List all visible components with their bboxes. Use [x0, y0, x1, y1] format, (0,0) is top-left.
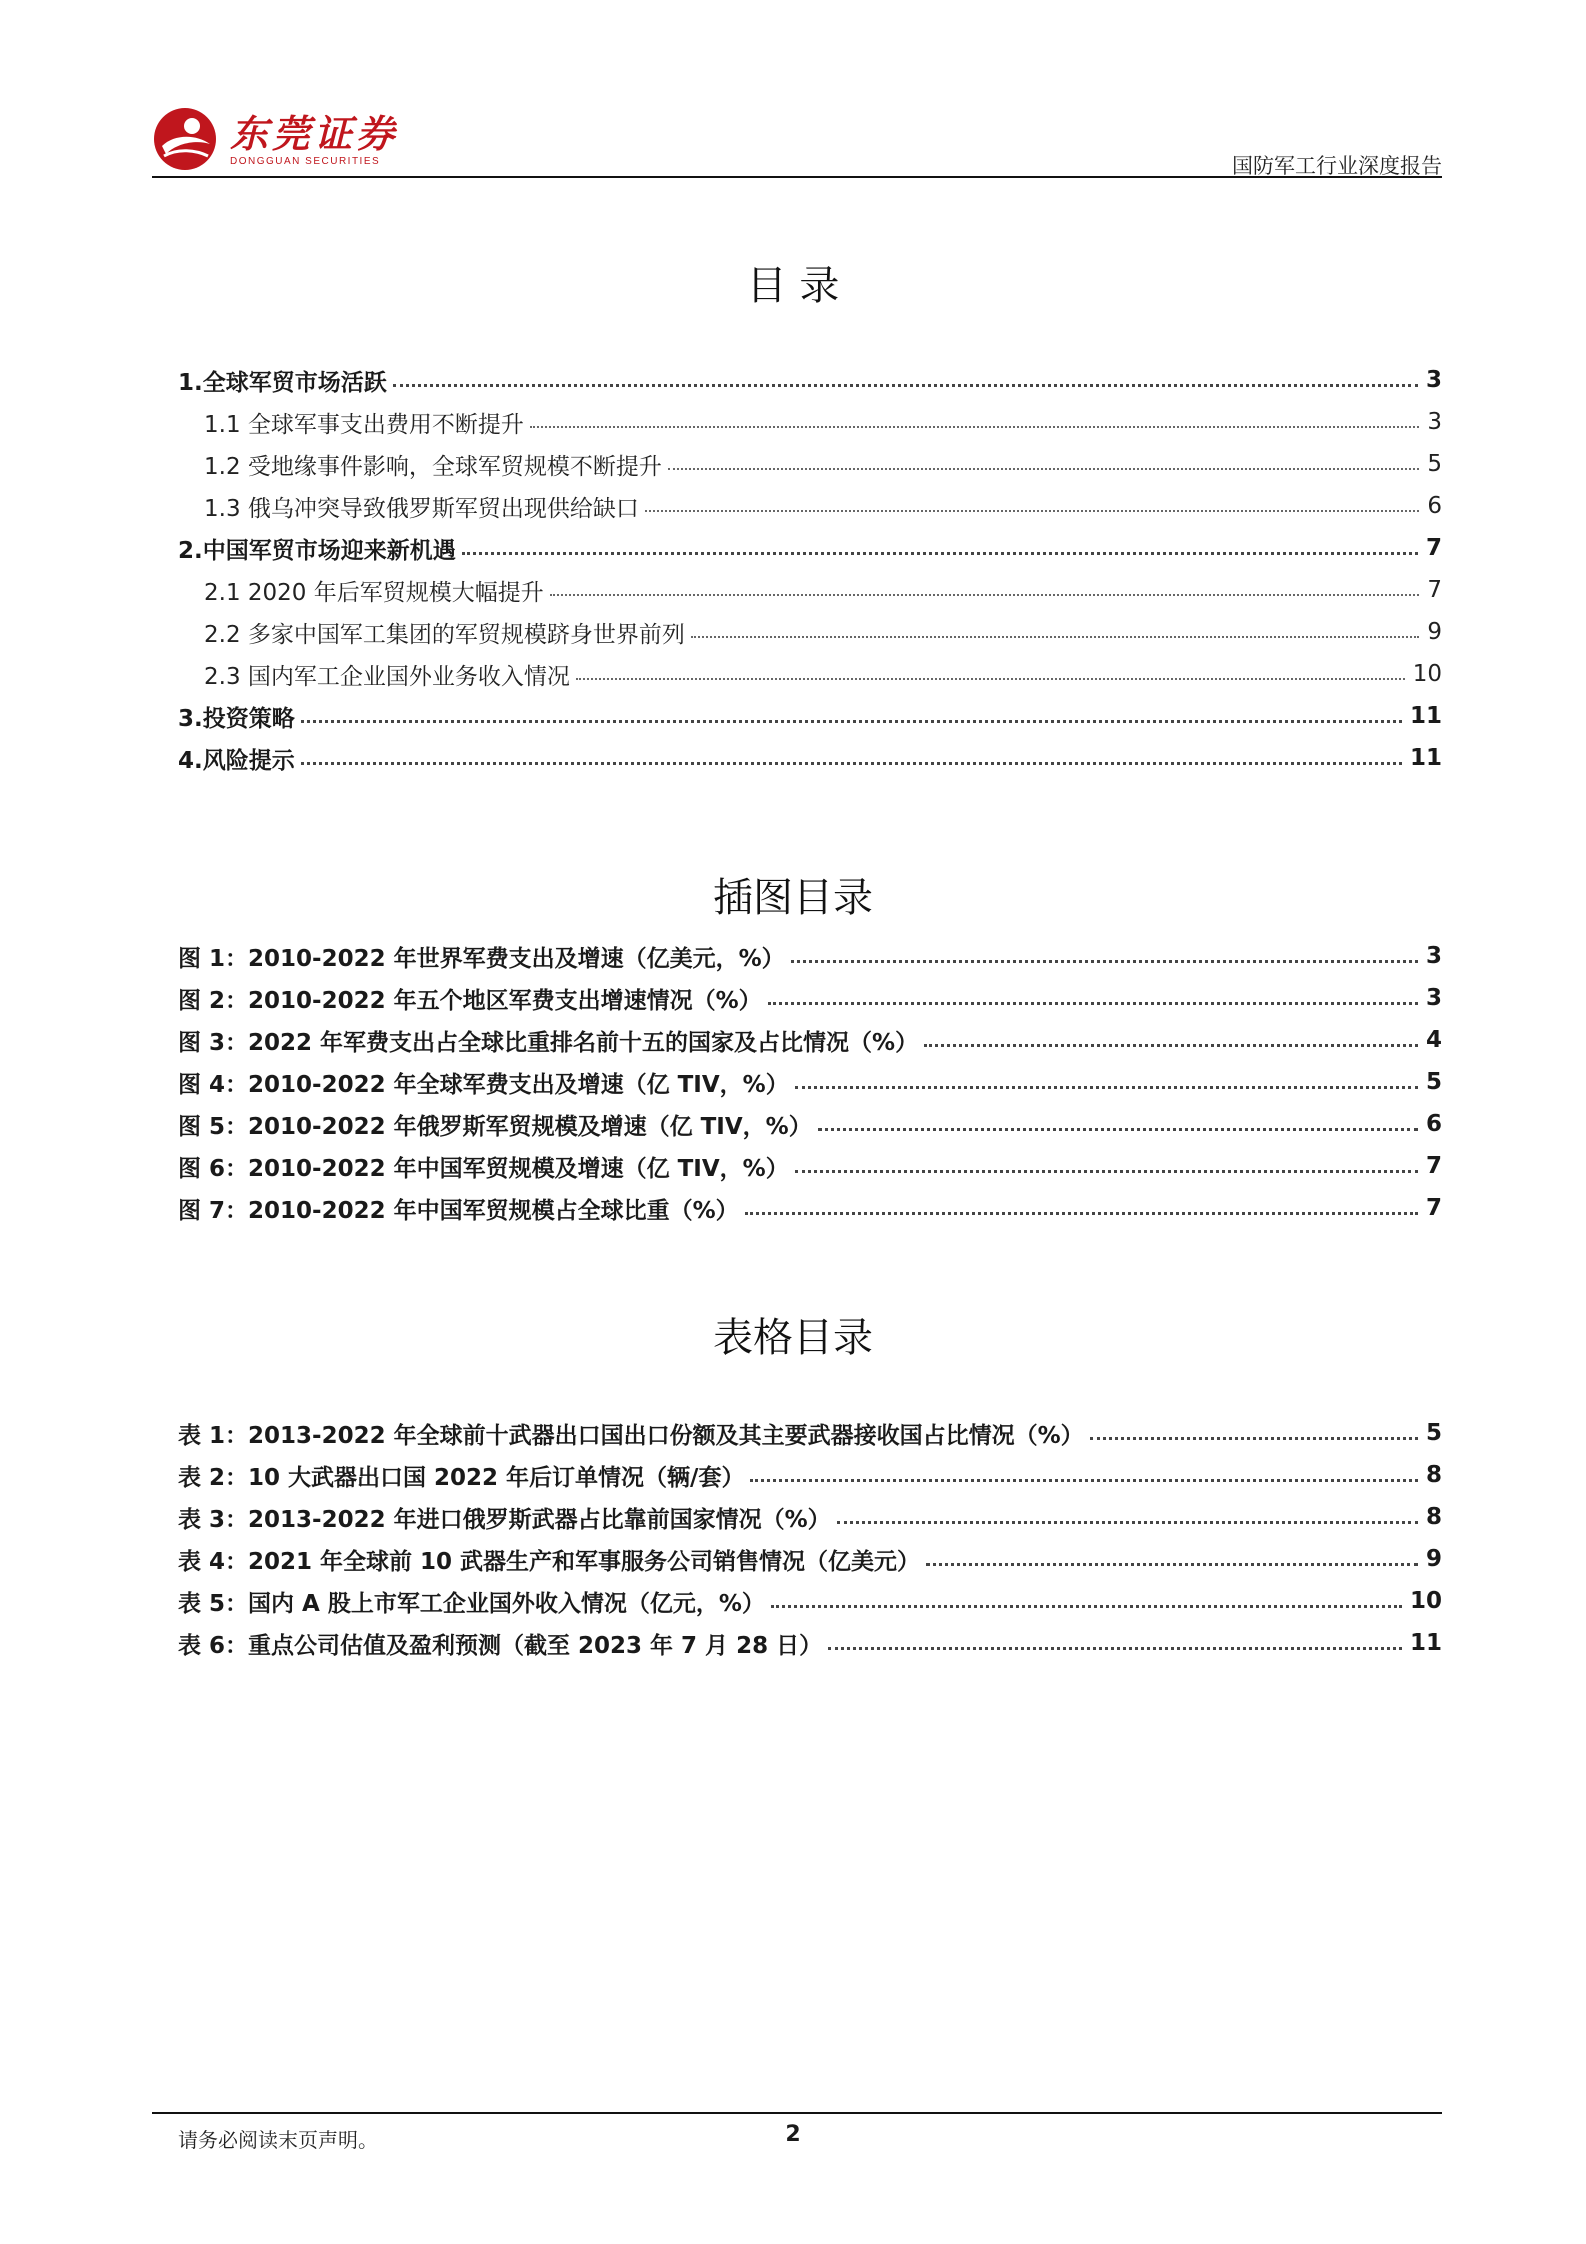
- dot-leader: [771, 1605, 1402, 1608]
- toc-title: 目 录: [746, 263, 840, 309]
- dot-leader: [393, 384, 1418, 387]
- table-entry[interactable]: [178, 1454, 1442, 1496]
- brand-logo: [152, 106, 398, 172]
- table-entry-page: 11: [1409, 1630, 1442, 1656]
- dot-leader: [837, 1521, 1418, 1524]
- toc-entry[interactable]: [178, 569, 1442, 611]
- figure-entry-label: 图 3：2022 年军费支出占全球比重排名前十五的国家及占比情况（%）: [178, 1029, 919, 1056]
- table-entry-label: 表 2：10 大武器出口国 2022 年后订单情况（辆/套）: [178, 1464, 745, 1491]
- brand-name-cn: 东莞证券: [230, 110, 399, 156]
- toc-entry-label: 2.中国军贸市场迎来新机遇: [178, 537, 456, 564]
- toc-entry-page: 7: [1425, 535, 1442, 561]
- figure-entry-page: 5: [1425, 1069, 1442, 1095]
- dot-leader: [668, 468, 1419, 470]
- figure-entry-page: 4: [1425, 1027, 1442, 1053]
- table-entry-label: 表 6：重点公司估值及盈利预测（截至 2023 年 7 月 28 日）: [178, 1632, 823, 1659]
- tables-list: [178, 1412, 1442, 1664]
- figure-entry-page: 6: [1425, 1111, 1442, 1137]
- toc-entry-page: 3: [1425, 367, 1442, 393]
- toc-entry-page: 10: [1412, 661, 1442, 687]
- dot-leader: [301, 762, 1402, 765]
- dot-leader: [924, 1044, 1418, 1047]
- toc-entry-page: 11: [1409, 745, 1442, 771]
- table-entry-page: 8: [1425, 1462, 1442, 1488]
- toc-entry-label: 1.1 全球军事支出费用不断提升: [204, 411, 524, 438]
- toc-entry-label: 1.2 受地缘事件影响，全球军贸规模不断提升: [204, 453, 662, 480]
- table-entry[interactable]: [178, 1580, 1442, 1622]
- toc-entry[interactable]: [178, 611, 1442, 653]
- dongguan-securities-logo-icon: [152, 106, 218, 172]
- figure-entry-page: 7: [1425, 1153, 1442, 1179]
- toc-entry-page: 7: [1427, 577, 1442, 603]
- figure-entry[interactable]: [178, 935, 1442, 977]
- table-entry-label: 表 5：国内 A 股上市军工企业国外收入情况（亿元，%）: [178, 1590, 765, 1617]
- dot-leader: [550, 594, 1420, 596]
- dot-leader: [745, 1212, 1418, 1215]
- figures-list: [178, 935, 1442, 1229]
- toc-entry-page: 3: [1427, 409, 1442, 435]
- figure-entry-label: 图 4：2010-2022 年全球军费支出及增速（亿 TIV，%）: [178, 1071, 789, 1098]
- table-entry-page: 9: [1425, 1546, 1442, 1572]
- dot-leader: [795, 1086, 1418, 1089]
- disclaimer-note: 请务必阅读末页声明。: [178, 2128, 378, 2152]
- table-entry-label: 表 4：2021 年全球前 10 武器生产和军事服务公司销售情况（亿美元）: [178, 1548, 921, 1575]
- toc-entry-label: 2.1 2020 年后军贸规模大幅提升: [204, 579, 544, 606]
- table-entry[interactable]: [178, 1412, 1442, 1454]
- toc-entry[interactable]: [178, 695, 1442, 737]
- dot-leader: [1090, 1437, 1418, 1440]
- dot-leader: [576, 678, 1405, 680]
- toc-list: [178, 359, 1442, 779]
- dot-leader: [462, 552, 1418, 555]
- table-entry-page: 5: [1425, 1420, 1442, 1446]
- dot-leader: [301, 720, 1402, 723]
- report-type: 国防军工行业深度报告: [1232, 154, 1442, 178]
- toc-entry-page: 11: [1409, 703, 1442, 729]
- figure-entry-label: 图 7：2010-2022 年中国军贸规模占全球比重（%）: [178, 1197, 739, 1224]
- toc-entry-label: 1.3 俄乌冲突导致俄罗斯军贸出现供给缺口: [204, 495, 639, 522]
- table-entry-label: 表 1：2013-2022 年全球前十武器出口国出口份额及其主要武器接收国占比情况（%）: [178, 1422, 1084, 1449]
- toc-entry[interactable]: [178, 443, 1442, 485]
- figure-entry-page: 3: [1425, 943, 1442, 969]
- figure-entry[interactable]: [178, 1145, 1442, 1187]
- header-divider: [152, 176, 1442, 178]
- table-entry-page: 8: [1425, 1504, 1442, 1530]
- figures-title: 插图目录: [713, 875, 873, 921]
- toc-entry[interactable]: [178, 359, 1442, 401]
- figure-entry-label: 图 5：2010-2022 年俄罗斯军贸规模及增速（亿 TIV，%）: [178, 1113, 812, 1140]
- dot-leader: [828, 1647, 1402, 1650]
- toc-entry-page: 9: [1427, 619, 1442, 645]
- dot-leader: [645, 510, 1419, 512]
- figure-entry[interactable]: [178, 977, 1442, 1019]
- page-header: [152, 100, 1442, 178]
- figure-entry-label: 图 1：2010-2022 年世界军费支出及增速（亿美元，%）: [178, 945, 785, 972]
- toc-entry[interactable]: [178, 527, 1442, 569]
- brand-name-en: DONGGUAN SECURITIES: [230, 155, 381, 167]
- toc-entry[interactable]: [178, 401, 1442, 443]
- figure-entry-label: 图 6：2010-2022 年中国军贸规模及增速（亿 TIV，%）: [178, 1155, 789, 1182]
- dot-leader: [750, 1479, 1418, 1482]
- page-number: 2: [785, 2122, 801, 2147]
- dot-leader: [791, 960, 1418, 963]
- footer-divider: [152, 2112, 1442, 2114]
- toc-entry-label: 2.3 国内军工企业国外业务收入情况: [204, 663, 570, 690]
- table-entry-page: 10: [1409, 1588, 1442, 1614]
- toc-entry[interactable]: [178, 485, 1442, 527]
- dot-leader: [795, 1170, 1418, 1173]
- dot-leader: [926, 1563, 1418, 1566]
- tables-title: 表格目录: [713, 1315, 873, 1361]
- toc-entry-label: 3.投资策略: [178, 705, 295, 732]
- figure-entry[interactable]: [178, 1019, 1442, 1061]
- figure-entry-page: 3: [1425, 985, 1442, 1011]
- toc-entry[interactable]: [178, 653, 1442, 695]
- figure-entry-page: 7: [1425, 1195, 1442, 1221]
- table-entry[interactable]: [178, 1538, 1442, 1580]
- dot-leader: [768, 1002, 1418, 1005]
- figure-entry[interactable]: [178, 1061, 1442, 1103]
- table-entry[interactable]: [178, 1496, 1442, 1538]
- toc-entry-label: 1.全球军贸市场活跃: [178, 369, 387, 396]
- toc-entry-page: 5: [1427, 451, 1442, 477]
- table-entry[interactable]: [178, 1622, 1442, 1664]
- toc-entry[interactable]: [178, 737, 1442, 779]
- figure-entry[interactable]: [178, 1187, 1442, 1229]
- toc-entry-label: 4.风险提示: [178, 747, 295, 774]
- dot-leader: [691, 636, 1419, 638]
- table-entry-label: 表 3：2013-2022 年进口俄罗斯武器占比靠前国家情况（%）: [178, 1506, 831, 1533]
- toc-entry-label: 2.2 多家中国军工集团的军贸规模跻身世界前列: [204, 621, 685, 648]
- toc-entry-page: 6: [1427, 493, 1442, 519]
- dot-leader: [818, 1128, 1418, 1131]
- figure-entry[interactable]: [178, 1103, 1442, 1145]
- figure-entry-label: 图 2：2010-2022 年五个地区军费支出增速情况（%）: [178, 987, 762, 1014]
- dot-leader: [530, 426, 1419, 428]
